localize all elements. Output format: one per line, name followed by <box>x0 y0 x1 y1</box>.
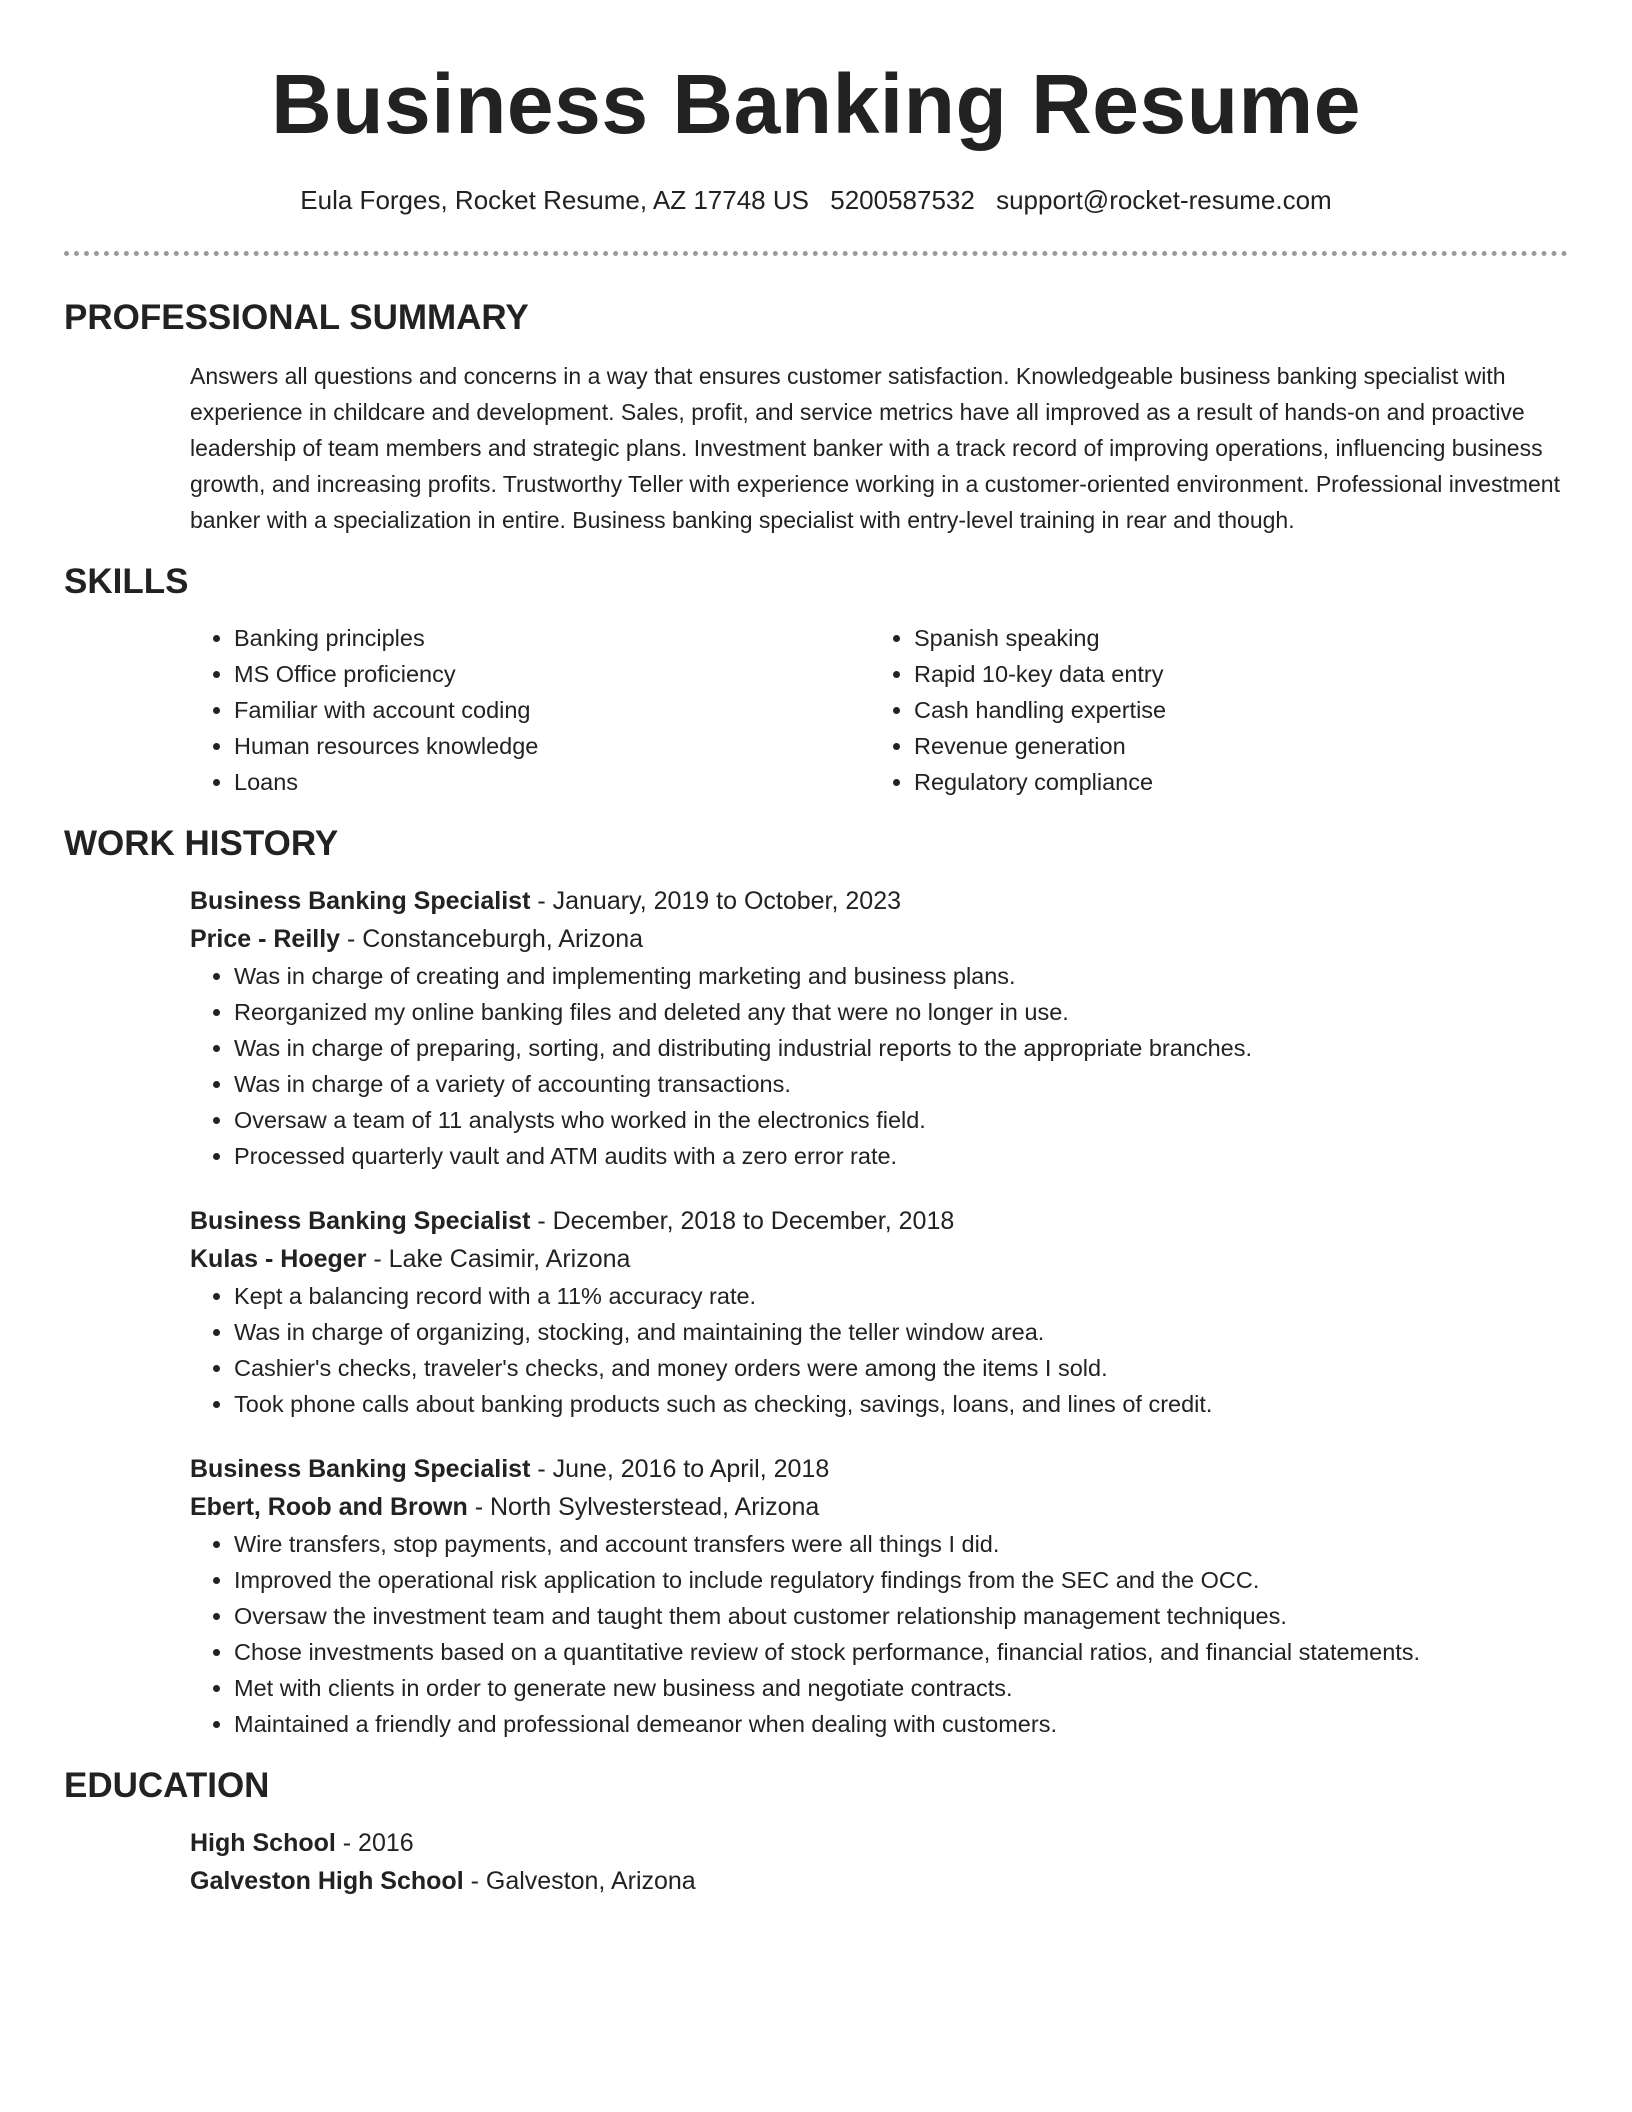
professional-summary-section <box>64 296 1568 538</box>
education-year: - 2016 <box>335 1829 414 1857</box>
job-location: - North Sylvesterstead, Arizona <box>467 1493 820 1521</box>
skills-column-left <box>190 620 870 800</box>
education-degree-line <box>190 1824 1568 1862</box>
job-bullets <box>64 1526 1568 1742</box>
section-title: WORK HISTORY <box>64 824 339 863</box>
job-entry <box>190 882 1568 1174</box>
job-bullet: • Maintained a friendly and professional demeanor when dealing with customers. <box>234 1706 1568 1742</box>
section-title: PROFESSIONAL SUMMARY <box>64 298 529 337</box>
section-title: SKILLS <box>64 562 189 601</box>
job-dates: - December, 2018 to December, 2018 <box>530 1207 955 1235</box>
job-bullet: • Was in charge of creating and implementing marketing and business plans. <box>234 958 1568 994</box>
job-entry <box>190 1202 1568 1422</box>
job-location: - Lake Casimir, Arizona <box>366 1245 631 1273</box>
job-bullets <box>64 958 1568 1174</box>
summary-text: Answers all questions and concerns in a way that ensures customer satisfaction. Knowledgeable business banking specialist with experience in childcare and development. Sales, profit, and service metrics have all improved as a result of hands-on and proactive leadership of team members and strategic plans. Investment banker with a track record of improving operations, influencing business growth, and increasing profits. Trustworthy Teller with experience working in a customer-oriented environment. Professional investment banker with a specialization in entire. Business banking specialist with entry-level training in rear and though. <box>190 363 1560 533</box>
education-degree: High School <box>190 1829 336 1857</box>
job-bullet: • Processed quarterly vault and ATM audits with a zero error rate. <box>234 1138 1568 1174</box>
job-bullets <box>64 1278 1568 1422</box>
skill-item: • Regulatory compliance <box>914 764 1550 800</box>
job-bullet: • Took phone calls about banking products such as checking, savings, loans, and lines of credit. <box>234 1386 1568 1422</box>
skills-column-right <box>870 620 1550 800</box>
job-bullet: • Was in charge of a variety of accounting transactions. <box>234 1066 1568 1102</box>
job-company: Price - Reilly <box>190 925 341 953</box>
job-company-line <box>190 1240 1568 1278</box>
job-bullet: • Was in charge of preparing, sorting, and distributing industrial reports to the appropriate branches. <box>234 1030 1568 1066</box>
education-section <box>64 1764 1568 1900</box>
job-bullet: • Chose investments based on a quantitative review of stock performance, financial ratios, and financial statements. <box>234 1634 1568 1670</box>
education-school: Galveston High School <box>190 1867 464 1895</box>
job-bullet: • Reorganized my online banking files and deleted any that were no longer in use. <box>234 994 1568 1030</box>
skill-item: • Banking principles <box>234 620 870 656</box>
contact-email: support@rocket-resume.com <box>996 185 1332 215</box>
job-bullet: • Was in charge of organizing, stocking, and maintaining the teller window area. <box>234 1314 1568 1350</box>
job-title-line <box>190 1202 1568 1240</box>
job-bullet: • Oversaw a team of 11 analysts who worked in the electronics field. <box>234 1102 1568 1138</box>
contact-line <box>64 184 1568 216</box>
skill-item: • Revenue generation <box>914 728 1550 764</box>
job-bullet: • Cashier's checks, traveler's checks, and money orders were among the items I sold. <box>234 1350 1568 1386</box>
skill-item: • Rapid 10-key data entry <box>914 656 1550 692</box>
contact-address: Eula Forges, Rocket Resume, AZ 17748 US <box>300 185 809 215</box>
job-role: Business Banking Specialist <box>190 1455 531 1483</box>
job-title-line <box>190 882 1568 920</box>
skill-item: • Loans <box>234 764 870 800</box>
job-entry <box>190 1450 1568 1742</box>
work-history-section <box>64 822 1568 1742</box>
section-title: EDUCATION <box>64 1766 270 1805</box>
job-company-line <box>190 920 1568 958</box>
resume-title: Business Banking Resume <box>271 57 1361 151</box>
job-company: Ebert, Roob and Brown <box>190 1493 468 1521</box>
job-title-line <box>190 1450 1568 1488</box>
job-dates: - June, 2016 to April, 2018 <box>530 1455 830 1483</box>
job-bullet: • Oversaw the investment team and taught them about customer relationship management techniques. <box>234 1598 1568 1634</box>
skills-section <box>64 560 1568 800</box>
resume-page <box>64 0 1568 1900</box>
job-bullet: • Kept a balancing record with a 11% accuracy rate. <box>234 1278 1568 1314</box>
education-school-line <box>190 1862 1568 1900</box>
job-bullet: • Improved the operational risk application to include regulatory findings from the SEC and the OCC. <box>234 1562 1568 1598</box>
education-entry <box>190 1824 1568 1900</box>
skill-item: • Familiar with account coding <box>234 692 870 728</box>
job-bullet: • Wire transfers, stop payments, and account transfers were all things I did. <box>234 1526 1568 1562</box>
skill-item: • Human resources knowledge <box>234 728 870 764</box>
job-company-line <box>190 1488 1568 1526</box>
skill-item: • MS Office proficiency <box>234 656 870 692</box>
skill-item: • Cash handling expertise <box>914 692 1550 728</box>
skill-item: • Spanish speaking <box>914 620 1550 656</box>
education-location: - Galveston, Arizona <box>463 1867 696 1895</box>
header-divider <box>64 251 1568 256</box>
job-location: - Constanceburgh, Arizona <box>340 925 644 953</box>
job-dates: - January, 2019 to October, 2023 <box>530 887 902 915</box>
job-company: Kulas - Hoeger <box>190 1245 367 1273</box>
job-role: Business Banking Specialist <box>190 1207 531 1235</box>
contact-phone: 5200587532 <box>830 185 975 215</box>
skills-list <box>190 620 1568 800</box>
job-role: Business Banking Specialist <box>190 887 531 915</box>
job-bullet: • Met with clients in order to generate new business and negotiate contracts. <box>234 1670 1568 1706</box>
